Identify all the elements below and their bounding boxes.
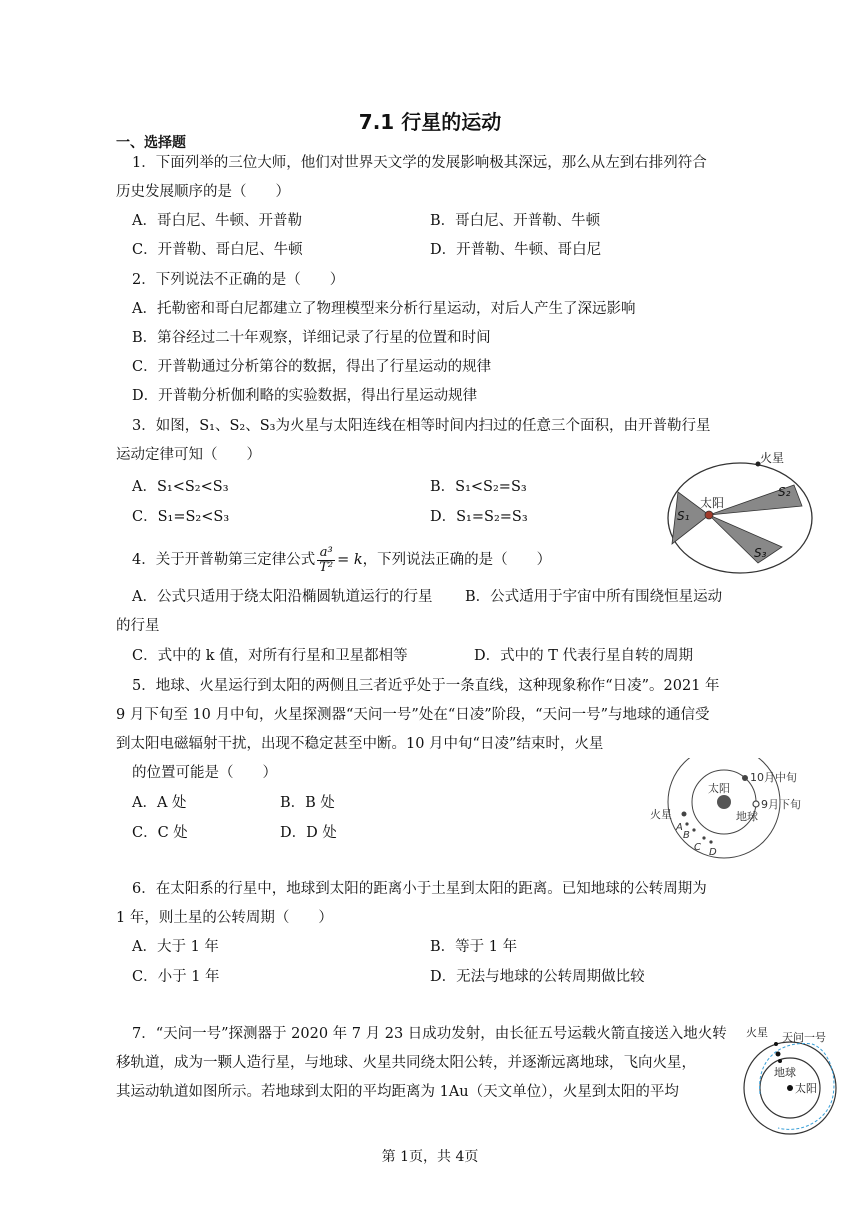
q1-stem-line-1: 1．下面列举的三位大师，他们对世界天文学的发展影响极其深远，那么从左到右排列符合 [132,155,707,171]
q6-option-d: D．无法与地球的公转周期做比较 [430,969,645,985]
q3-stem-line-2: 运动定律可知（ ） [116,447,261,463]
point-c-dot [702,836,705,839]
q5-option-d: D．D 处 [280,825,337,841]
q4-stem [132,544,551,576]
q1-option-a: A．哥白尼、牛顿、开普勒 [132,213,302,229]
point-b-dot [692,828,695,831]
q7-stem-line-1: 7．“天问一号”探测器于 2020 年 7 月 23 日成功发射，由长征五号运载火箭直接送入地火转 [132,1026,727,1042]
q3-option-a: A．S₁<S₂<S₃ [132,479,229,495]
q5-stem-line-2: 9 月下旬至 10 月中旬，火星探测器“天问一号”处在“日凌”阶段，“天问一号”与地球的通信受 [116,707,710,723]
q6-option-c: C．小于 1 年 [132,969,220,985]
q5-fig-earth-label: 地球 [736,810,758,823]
q5-stem-line-3: 到太阳电磁辐射干扰，出现不稳定甚至中断。10 月中旬“日凌”结束时，火星 [116,736,604,752]
q6-stem-line-1: 6．在太阳系的行星中，地球到太阳的距离小于土星到太阳的距离。已知地球的公转周期为 [132,881,707,897]
q7-fig-mars-label: 火星 [746,1026,768,1039]
q2-option-c: C．开普勒通过分析第谷的数据，得出了行星运动的规律 [132,359,492,375]
q3-fig-s3-label: S₃ [754,546,767,560]
q5-fig-a-label: A [676,822,683,833]
q3-option-c: C．S₁=S₂<S₃ [132,509,230,525]
q5-option-a: A．A 处 [132,795,187,811]
kepler-third-law-fraction [317,546,335,575]
q5-fig-c-label: C [694,842,701,853]
q1-option-c: C．开普勒、哥白尼、牛顿 [132,242,303,258]
q2-option-d: D．开普勒分析伽利略的实验数据，得出行星运动规律 [132,388,478,404]
q4-option-c: C．式中的 k 值，对所有行星和卫星都相等 [132,648,408,664]
q6-option-b: B．等于 1 年 [430,939,518,955]
q1-option-b: B．哥白尼、开普勒、牛顿 [430,213,601,229]
q3-orbit-figure [662,448,818,584]
q2-option-a: A．托勒密和哥白尼都建立了物理模型来分析行星运动，对后人产生了深远影响 [132,301,636,317]
q2-option-b: B．第谷经过二十年观察，详细记录了行星的位置和时间 [132,330,491,346]
q2-stem: 2．下列说法不正确的是（ ） [132,272,345,288]
sun-dot [787,1085,793,1091]
q3-option-d: D．S₁=S₂=S₃ [430,509,528,525]
q1-option-d: D．开普勒、牛顿、哥白尼 [430,242,602,258]
q6-stem-line-2: 1 年，则土星的公转周期（ ） [116,910,333,926]
mars-oct-dot [742,775,748,781]
q3-fig-mars-label: 火星 [760,451,785,465]
q4-option-d: D．式中的 T 代表行星自转的周期 [474,648,694,664]
q4-stem-post: ，下列说法正确的是（ ） [362,552,552,568]
q5-stem-line-4: 的位置可能是（ ） [132,765,277,781]
q5-option-c: C．C 处 [132,825,188,841]
q1-stem-line-2: 历史发展顺序的是（ ） [116,184,290,200]
q4-option-a: A．公式只适用于绕太阳沿椭圆轨道运行的行星 [132,589,433,605]
q3-fig-sun-label: 太阳 [700,496,725,510]
q7-fig-probe-label: 天问一号 [782,1031,826,1044]
mars-dot [774,1042,778,1046]
q5-fig-d-label: D [709,847,717,858]
q3-fig-s2-label: S₂ [778,485,791,499]
page-title: 7.1 行星的运动 [358,110,502,134]
q5-fig-mars-label: 火星 [650,808,672,821]
q4-option-b-line-1: B．公式适用于宇宙中所有围绕恒星运动 [465,589,723,605]
frac-denominator: T² [319,559,334,575]
q3-stem-line-1: 3．如图，S₁、S₂、S₃为火星与太阳连线在相等时间内扫过的任意三个面积，由开普勒行星 [132,418,711,434]
earth-sep-dot [753,801,759,807]
sun-dot [705,511,713,519]
point-d-dot [709,840,712,843]
probe-dot [776,1052,781,1057]
q3-fig-s1-label: S₁ [677,509,690,523]
q5-solar-conjunction-figure [648,758,814,866]
q7-stem-line-2: 移轨道，成为一颗人造行星，与地球、火星共同绕太阳公转，并逐渐远离地球，飞向火星， [116,1055,696,1071]
q5-fig-oct-label: 10月中旬 [750,771,797,784]
mars-dot [682,812,687,817]
q7-fig-earth-label: 地球 [774,1066,796,1079]
q7-stem-line-3: 其运动轨道如图所示。若地球到太阳的平均距离为 1Au（天文单位），火星到太阳的平均 [116,1084,679,1100]
page-footer: 第 1页，共 4页 [381,1149,479,1165]
q4-stem-eq: = k [337,552,363,568]
q5-fig-sep-label: 9月下旬 [761,798,801,811]
q5-fig-sun-label: 太阳 [708,782,730,795]
area-s3 [709,515,782,563]
section-heading: 一、选择题 [116,135,186,151]
q5-option-b: B．B 处 [280,795,335,811]
sun-dot [717,795,731,809]
q4-stem-pre: 4．关于开普勒第三定律公式 [132,552,316,568]
q6-option-a: A．大于 1 年 [132,939,219,955]
q4-option-b-line-2: 的行星 [116,618,160,634]
q3-option-b: B．S₁<S₂=S₃ [430,479,527,495]
q7-transfer-orbit-figure [742,1018,838,1142]
earth-dot [778,1059,782,1063]
q7-fig-sun-label: 太阳 [795,1082,817,1095]
q5-fig-b-label: B [683,830,690,841]
q5-stem-line-1: 5．地球、火星运行到太阳的两侧且三者近乎处于一条直线，这种现象称作“日凌”。2021 年 [132,678,720,694]
point-a-dot [685,822,688,825]
frac-numerator: a³ [317,546,335,561]
